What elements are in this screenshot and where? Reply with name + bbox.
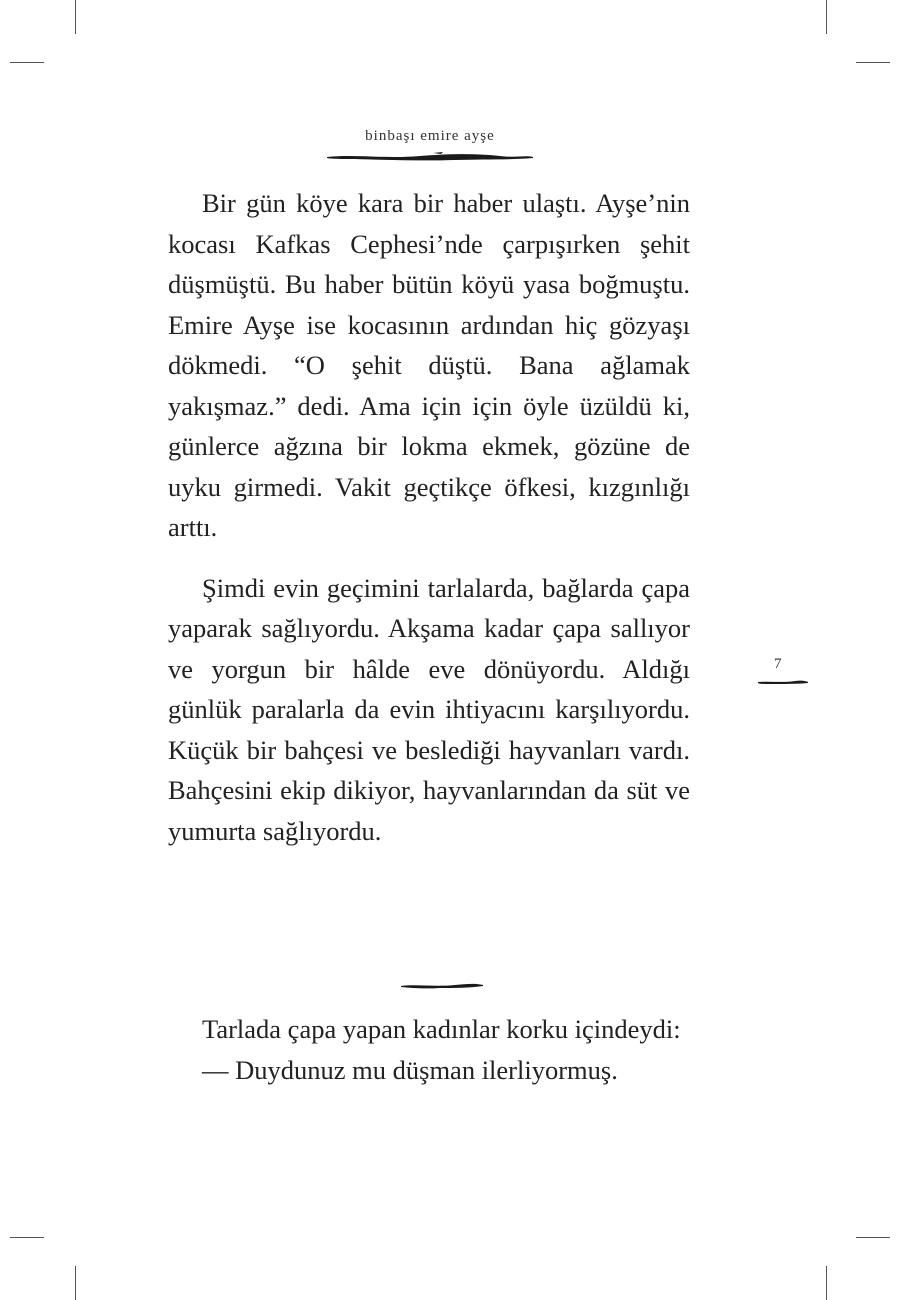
crop-mark-bottom-right-vertical [826,1266,827,1300]
crop-mark-top-right-horizontal [856,62,890,63]
page-number: 7 [774,656,782,672]
running-head: binbaşı emire ayşe [365,128,495,144]
dialogue-line: — Duydunuz mu düşman ilerliyormuş. [202,1054,618,1085]
paragraph-1: Bir gün köye kara bir haber ulaştı. Ayşe’nin kocası Kafkas Cephesi’nde çarpışırken şehit düşmüştü. Bu haber bütün köyü yasa boğmuştu. Emire Ayşe ise kocasının ardından hiç gözyaşı dökmedi. “O şehit düştü. Bana ağlamak yakışmaz.” dedi. Ama için için öyle üzüldü ki, günlerce ağzına bir lokma ekmek, gözüne de uyku girmedi. Vakit geçtikçe öfkesi, kızgınlığı arttı. [168,188,690,542]
crop-mark-top-right-vertical [826,0,827,34]
crop-mark-top-left-vertical [75,0,76,34]
paragraph-3: Tarlada çapa yapan kadınlar korku içindeydi: [202,1014,681,1044]
paragraph-2: Şimdi evin geçimini tarlalarda, bağlarda çapa yaparak sağlıyordu. Akşama kadar çapa sallıyor ve yorgun bir hâlde eve dönüyordu. Aldığı günlük paralarla da evin ihtiyacını karşılıyordu. Küçük bir bahçesi ve beslediği hayvanları vardı. Bahçesini ekip dikiyor, hayvanlarından da süt ve yumurta sağlıyordu. [168,572,690,846]
crop-mark-bottom-right-horizontal [856,1237,890,1238]
section-break-brush-stroke [400,980,484,992]
page-number-brush-rule [757,678,809,686]
main-text-block [168,183,690,851]
running-head-brush-rule [325,151,535,163]
lower-text-block [168,1009,690,1090]
crop-mark-top-left-horizontal [10,62,44,63]
crop-mark-bottom-left-horizontal [10,1237,44,1238]
crop-mark-bottom-left-vertical [75,1266,76,1300]
